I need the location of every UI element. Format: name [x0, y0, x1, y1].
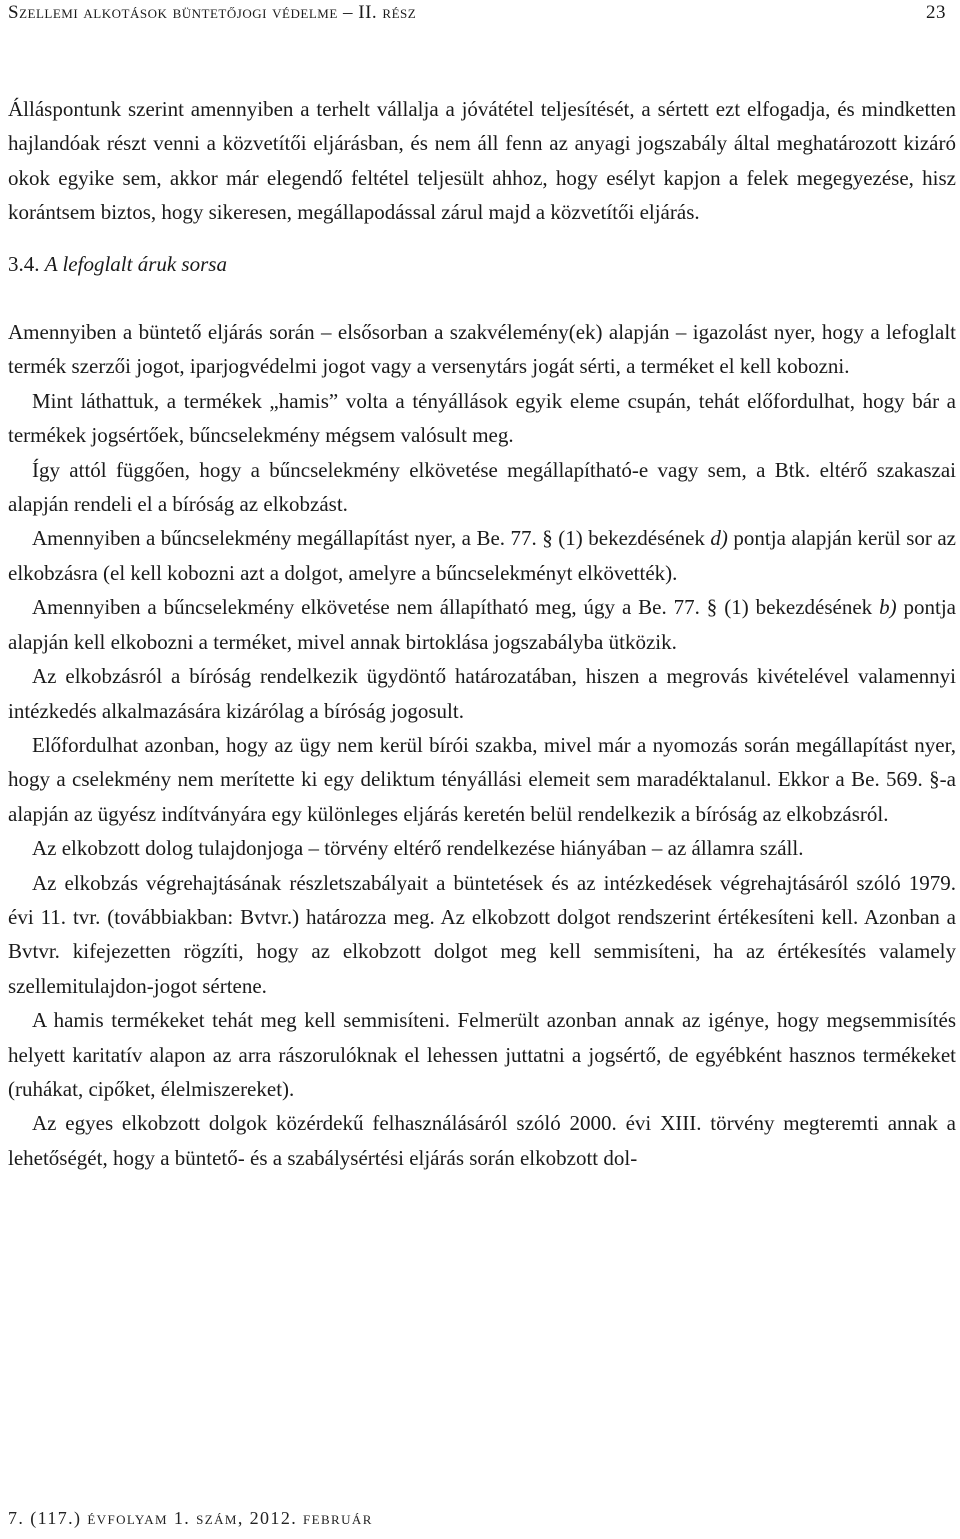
- paragraph: Álláspontunk szerint amennyiben a terhelt vállalja a jóvátétel teljesítését, a sértett ezt elfogadja, és mindketten hajlandóak részt venni a közvetítői eljárásban, és nem áll fenn az anyagi jogszabály által meghatározott kizáró okok egyike sem, akkor már elegendő feltétel teljesült ahhoz, hogy esélyt kapjon a felek megegyezése, hisz korántsem biztos, hogy sikeresen, megállapodással zárul majd a közvetítői eljárás.: [8, 97, 956, 225]
- paragraph: Így attól függően, hogy a bűncselekmény elkövetése megállapítható-e vagy sem, a Btk. eltérő szakaszai alapján rendeli el a bíróság az elkobzást.: [8, 457, 956, 517]
- issue-footer: 7. (117.) évfolyam 1. szám, 2012. február: [8, 1508, 373, 1528]
- paragraph: [8, 521, 956, 590]
- paragraph: Amennyiben a büntető eljárás során – elsősorban a szakvélemény(ek) alapján – igazolást nyer, hogy a lefoglalt termék szerzői jogot, iparjogvédelmi jogot vagy a versenytárs jogát sérti, a terméket el kell kobozni.: [8, 320, 956, 379]
- paragraph: Az elkobzott dolog tulajdonjoga – törvény eltérő rendelkezése hiányában – az államra száll.: [32, 836, 804, 861]
- paragraph: Mint láthattuk, a termékek „hamis” volta a tényállások egyik eleme csupán, tehát előfordulhat, hogy bár a termékek jogsértőek, bűncselekmény mégsem valósult meg.: [8, 388, 956, 448]
- section-title: A lefoglalt áruk sorsa: [44, 251, 227, 276]
- paragraph-text: Amennyiben a bűncselekmény megállapítást nyer, a Be. 77. § (1) bekezdésének: [32, 526, 711, 551]
- paragraph: Az elkobzásról a bíróság rendelkezik ügydöntő határozatában, hiszen a megrovás kivételével valamennyi intézkedés alkalmazására kizárólag a bíróság jogosult.: [8, 664, 956, 723]
- paragraph: Az egyes elkobzott dolgok közérdekű felhasználásáról szóló 2000. évi XIII. törvény megteremti annak a lehetőségét, hogy a büntető- és a szabálysértési eljárás során elkobzott dol-: [8, 1111, 956, 1170]
- point-letter: b): [879, 595, 897, 620]
- paragraph-text: pontja alapján kell elkobozni a terméket, mivel annak birtoklása jogszabályba ütközik.: [8, 595, 956, 654]
- paragraph: Az elkobzás végrehajtásának részletszabályait a büntetések és az intézkedések végrehajtásáról szóló 1979. évi 11. tvr. (továbbiakban: Bvtvr.) határozza meg. Az elkobzott dolgot rendszerint értékesíteni kell. Azonban a Bvtvr. kifejezetten rögzíti, hogy az elkobzott dolgot meg kell semmisíteni, ha az értékesítés valamely szellemitulajdon-jogot sértene.: [8, 870, 956, 998]
- paragraph-text: pontja alapján kerül sor az elkobzásra (el kell kobozni azt a dolgot, amelyre a bűncselekményt elkövették).: [8, 526, 957, 585]
- page-number: 23: [926, 2, 946, 23]
- section-heading: [8, 247, 956, 281]
- paragraph: [8, 590, 956, 659]
- running-header: [8, 2, 952, 28]
- paragraph: A hamis termékeket tehát meg kell semmisíteni. Felmerült azonban annak az igénye, hogy megsemmisítés helyett karitatív alapon az arra rászorulóknak el lehessen juttatni a jogsértő, de egyébként hasznos termékeket (ruhákat, cipőket, élelmiszereket).: [8, 1008, 956, 1101]
- section-number: 3.4.: [8, 251, 40, 276]
- article-body: [8, 92, 956, 1175]
- paragraph: Előfordulhat azonban, hogy az ügy nem kerül bírói szakba, mivel már a nyomozás során megállapítást nyer, hogy a cselekmény nem merítette ki egy deliktum tényállási elemeit sem maradéktalanul. Ekkor a Be. 569. §-a alapján az ügyész indítványára egy különleges eljárás keretén belül rendelkezik a bíróság az elkobzásról.: [8, 732, 956, 826]
- paragraph-text: Amennyiben a bűncselekmény elkövetése nem állapítható meg, úgy a Be. 77. § (1) bekezdésének: [32, 595, 880, 620]
- point-letter: d): [710, 526, 728, 551]
- running-title: Szellemi alkotások büntetőjogi védelme – II. rész: [8, 2, 417, 23]
